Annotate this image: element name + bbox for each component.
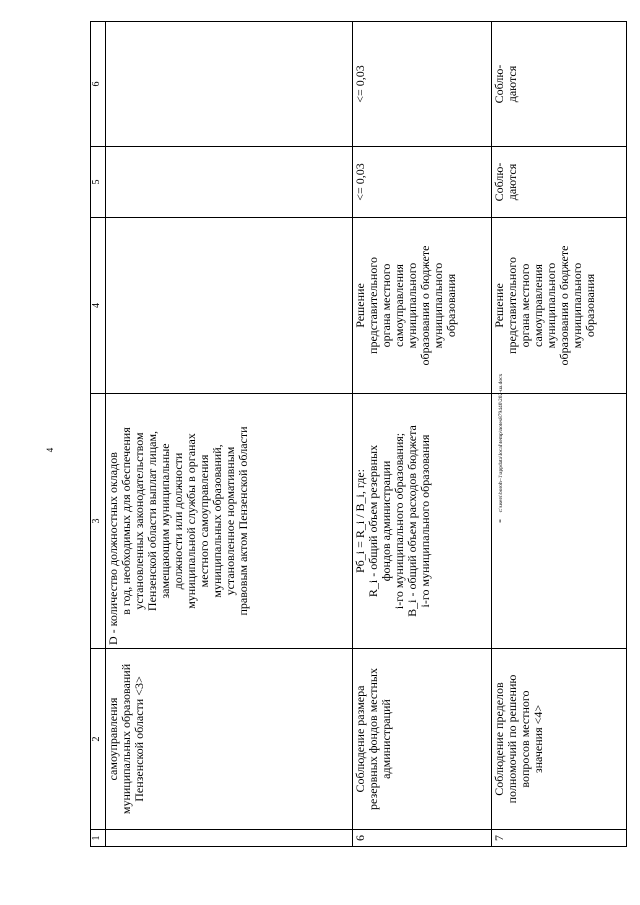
header-cell: 4 [91, 218, 106, 394]
text-line: полномочий по решению [505, 674, 519, 804]
text-line: муниципального [405, 262, 419, 349]
value-cell [492, 22, 627, 147]
source-cell [106, 218, 353, 394]
text-line: даются [505, 163, 519, 201]
footer-path: c:\users\boroh~1\appdata\local\temp\notes879440\202-ua.docx [498, 373, 504, 513]
value-cell [106, 147, 353, 218]
header-cell: 5 [91, 147, 106, 218]
formula-line: Рб_i = R_i / B_i, где: [353, 469, 367, 573]
method-cell [106, 394, 353, 649]
table-row [492, 22, 627, 847]
text-line: муниципальной службы в органах [184, 433, 198, 609]
indicator-cell [492, 649, 627, 830]
text-line: самоуправления [392, 264, 406, 347]
text-line: образования [444, 273, 458, 338]
row-number: 6 [353, 830, 492, 847]
text-line: Пензенской области <3> [132, 676, 146, 802]
header-cell: 6 [91, 22, 106, 147]
text-line: Пензенской области выплат лицам, [145, 430, 159, 612]
text-line: в год, необходимых для обеспечения [119, 427, 133, 615]
text-line: муниципальных образований, [210, 444, 224, 598]
text-line: самоуправления [531, 264, 545, 347]
indicator-cell [106, 649, 353, 830]
text-line: фондов администрации [379, 460, 393, 582]
method-cell [492, 394, 627, 649]
criteria-table [90, 21, 627, 847]
header-cell: 1 [91, 830, 106, 847]
table-row [106, 22, 353, 847]
text-line: органа местного [379, 263, 393, 348]
text-line: образования о бюджете [557, 245, 571, 366]
text-line: должности или должности [171, 452, 185, 590]
header-row [91, 22, 106, 847]
text-line: вопросов местного [518, 690, 532, 788]
text-line: муниципальных образований [119, 663, 133, 815]
text-line: представительного [505, 257, 519, 354]
text-line: правовым актом Пензенской области [236, 426, 250, 616]
table-row [353, 22, 492, 847]
header-cell: 3 [91, 394, 106, 649]
text-line: местного самоуправления [197, 454, 211, 588]
text-line: образования о бюджете [418, 245, 432, 366]
text-line: даются [505, 65, 519, 103]
text-line: органа местного [518, 263, 532, 348]
text-line: представительного [366, 257, 380, 354]
text-line: Решение [492, 283, 506, 328]
text-line: B_i - общий объем расходов бюджета [405, 425, 419, 617]
text-line: Решение [353, 283, 367, 328]
text-line: - [492, 519, 506, 523]
text-line: Соблюдение размера [353, 685, 367, 793]
value-cell [106, 22, 353, 147]
text-line: муниципального [431, 262, 445, 349]
text-line: Соблю- [492, 162, 506, 202]
text-line: самоуправления [106, 697, 120, 781]
text-line: установленных законодательством [132, 432, 146, 610]
text-line: резервных фондов местных [366, 668, 380, 810]
text-line: установленное нормативным [223, 446, 237, 596]
value-cell: <= 0,03 [353, 22, 492, 147]
value-cell: <= 0,03 [353, 147, 492, 218]
text-line: i-го муниципального образования [418, 434, 432, 608]
text-line: R_i - общий объем резервных [366, 444, 380, 598]
source-cell [492, 218, 627, 394]
value-cell [492, 147, 627, 218]
text-line: образования [583, 273, 597, 338]
text-line: замещающим муниципальные [158, 443, 172, 599]
page-number: 4 [45, 447, 55, 453]
source-cell [353, 218, 492, 394]
text-line: муниципального [544, 262, 558, 349]
text-line: Соблюдение пределов [492, 682, 506, 796]
text-line: Соблю- [492, 64, 506, 104]
text-line: муниципального [570, 262, 584, 349]
method-cell [353, 394, 492, 649]
header-cell: 2 [91, 649, 106, 830]
text-line: i-го муниципального образования; [392, 432, 406, 610]
indicator-cell [353, 649, 492, 830]
text-line: администраций [379, 699, 393, 779]
text-line: D - количество должностных окладов [106, 452, 120, 645]
row-number [106, 830, 353, 847]
text-line: значения <4> [531, 704, 545, 774]
rotated-page [90, 22, 611, 847]
row-number: 7 [492, 830, 627, 847]
